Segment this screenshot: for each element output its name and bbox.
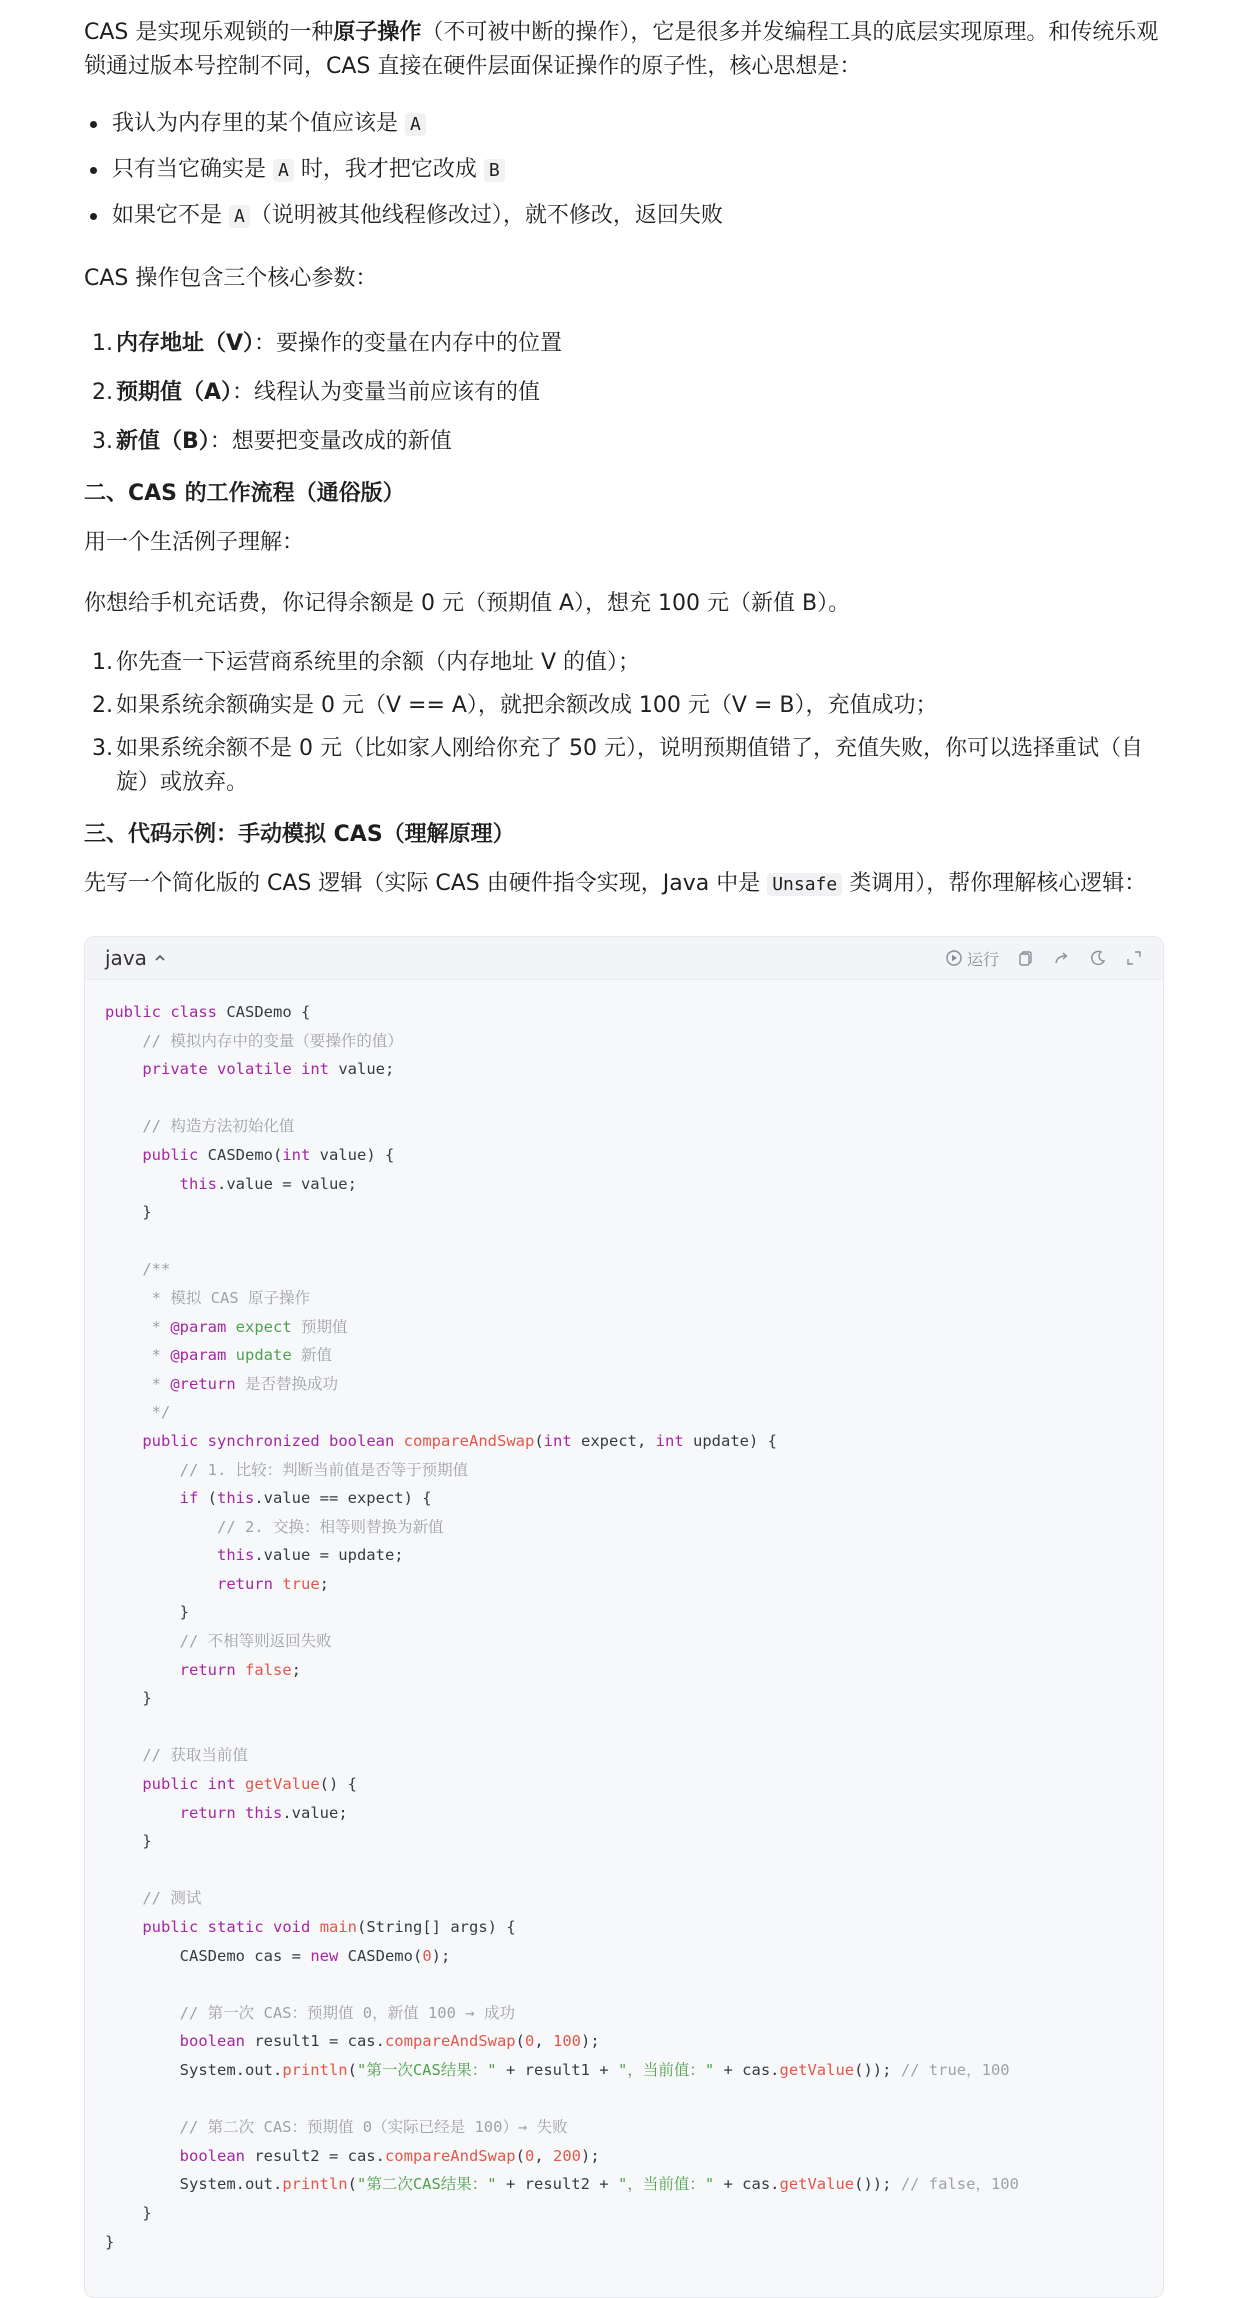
- bullet-text: 只有当它确实是: [112, 157, 273, 182]
- bullet-dot: [90, 121, 97, 128]
- param-desc: ：想要把变量改成的新值: [209, 429, 452, 454]
- step-text: 如果系统余额不是 0 元（比如家人刚给你充了 50 元），说明预期值错了，充值失败，你可以选择重试（自旋）或放弃。: [116, 736, 1143, 795]
- params-list: [84, 327, 1164, 459]
- share-arrow-icon[interactable]: [1053, 949, 1071, 967]
- list-item: [84, 732, 1164, 800]
- expand-icon[interactable]: [1125, 949, 1143, 967]
- list-number: 3.: [92, 429, 113, 454]
- list-number: 1.: [92, 331, 113, 356]
- step-text: 如果系统余额确实是 0 元（V == A），就把余额改成 100 元（V = B），充值成功；: [116, 693, 938, 718]
- bullet-dot: [90, 213, 97, 220]
- code-block-header: [85, 937, 1163, 980]
- intro-paragraph: [84, 16, 1164, 84]
- code-toolbar: [945, 947, 1143, 970]
- play-circle-icon: [945, 949, 963, 967]
- language-label: java: [105, 946, 147, 970]
- language-toggle[interactable]: [105, 946, 167, 970]
- list-item: [84, 376, 1164, 410]
- param-name: 新值（B）: [116, 429, 210, 454]
- section-2-example: 你想给手机充话费，你记得余额是 0 元（预期值 A），想充 100 元（新值 B）。: [84, 591, 851, 616]
- list-item: [84, 689, 1164, 723]
- code-body: [85, 980, 1163, 2256]
- copy-icon[interactable]: [1017, 949, 1035, 967]
- java-code: public class CASDemo { // 模拟内存中的变量（要操作的值） private volatile int value; // 构造方法初始化值 public CASDemo(int value) { this.value = value; } /** * 模拟 CAS 原子操作 * @param expect 预期值 * @param update 新值 * @return 是否替换成功 */ public synchronized boolean compareAndSwap(int expect, int update) { // 1. 比较：判断当前值是否等于预期值 if (this.value == expect) { // 2. 交换：相等则替换为新值 this.value = update; return true; } // 不相等则返回失败 return false; } // 获取当前值 public int getValue() { return this.value; } // 测试 public static void main(String[] args) { CASDemo cas = new CASDemo(0); // 第一次 CAS：预期值 0，新值 100 → 成功 boolean result1 = cas.compareAndSwap(0, 100); System.out.println("第一次CAS结果：" + result1 + "，当前值：" + cas.getValue()); // true，100 // 第二次 CAS：预期值 0（实际已经是 100）→ 失败 boolean result2 = cas.compareAndSwap(0, 200); System.out.println("第二次CAS结果：" + result2 + "，当前值：" + cas.getValue()); // false，100 } }: [105, 1003, 1019, 2251]
- inline-code: B: [484, 159, 505, 182]
- workflow-steps: [84, 646, 1164, 800]
- param-name: 内存地址（V）: [116, 331, 255, 356]
- params-intro: CAS 操作包含三个核心参数：: [84, 266, 378, 291]
- run-button[interactable]: [945, 947, 999, 970]
- core-idea-list: [84, 107, 1164, 234]
- list-number: 1.: [92, 650, 113, 675]
- section-2-heading: 二、CAS 的工作流程（通俗版）: [84, 481, 405, 506]
- list-item: [84, 425, 1164, 459]
- step-text: 你先查一下运营商系统里的余额（内存地址 V 的值）；: [116, 650, 641, 675]
- bullet-text: 如果它不是: [112, 203, 229, 228]
- inline-code: A: [405, 113, 426, 136]
- intro-text: CAS 是实现乐观锁的一种: [84, 20, 334, 45]
- lead-text-2: 类调用），帮你理解核心逻辑：: [842, 871, 1147, 896]
- run-label: 运行: [966, 949, 999, 969]
- list-number: 3.: [92, 736, 113, 761]
- theme-moon-icon[interactable]: [1089, 949, 1107, 967]
- param-name: 预期值（A）: [116, 380, 233, 405]
- list-item: [84, 646, 1164, 680]
- bullet-dot: [90, 167, 97, 174]
- section-2-lead: 用一个生活例子理解：: [84, 530, 305, 555]
- code-block: [84, 936, 1164, 2298]
- inline-code: A: [273, 159, 294, 182]
- section-3-heading: 三、代码示例：手动模拟 CAS（理解原理）: [84, 822, 515, 847]
- param-desc: ：线程认为变量当前应该有的值: [232, 380, 541, 405]
- inline-code: Unsafe: [767, 873, 842, 896]
- intro-bold: 原子操作: [333, 20, 422, 45]
- section-3-lead: [84, 867, 1164, 902]
- bullet-text: 时，我才把它改成: [293, 157, 484, 182]
- list-item: [84, 153, 1164, 188]
- list-number: 2.: [92, 693, 113, 718]
- chevron-up-icon: [153, 951, 167, 965]
- bullet-text: （说明被其他线程修改过），就不修改，返回失败: [249, 203, 723, 228]
- list-item: [84, 107, 1164, 142]
- bullet-text: 我认为内存里的某个值应该是: [112, 111, 405, 136]
- inline-code: A: [229, 205, 250, 228]
- list-item: [84, 199, 1164, 234]
- list-item: [84, 327, 1164, 361]
- param-desc: ：要操作的变量在内存中的位置: [254, 331, 563, 356]
- lead-text: 先写一个简化版的 CAS 逻辑（实际 CAS 由硬件指令实现，Java 中是: [84, 871, 768, 896]
- intro-text-2: （不可被中断的操作），它是很多并发编程工具的底层实现原理。和传统乐观锁通过版本号控制不同，CAS 直接在硬件层面保证操作的原子性，核心思想是：: [84, 20, 1159, 79]
- list-number: 2.: [92, 380, 113, 405]
